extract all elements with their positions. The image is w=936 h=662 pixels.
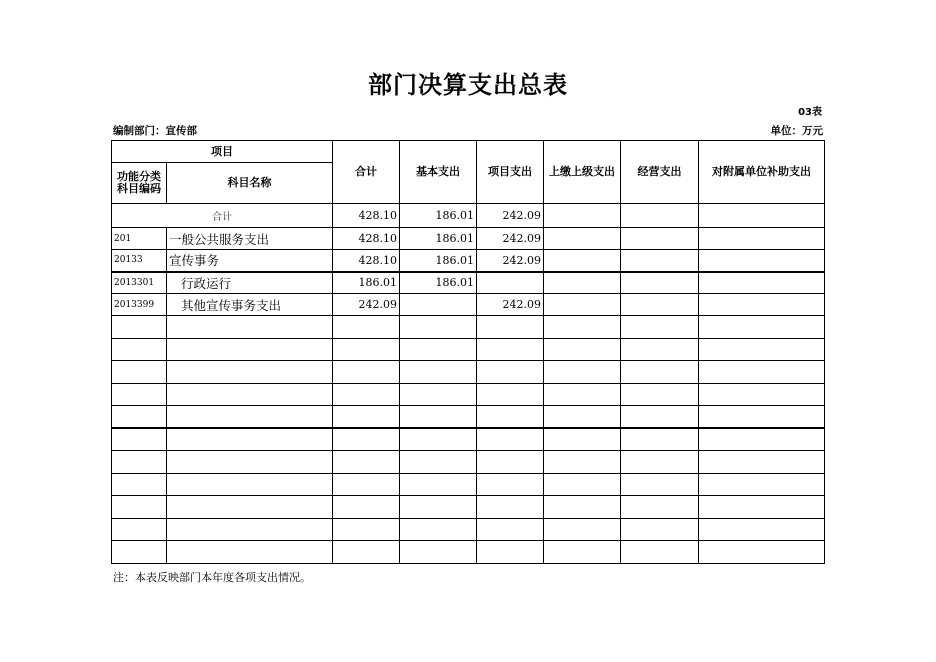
amount-project: 242.09 — [477, 294, 544, 316]
table-cell-empty — [544, 338, 621, 361]
table-row-empty — [112, 406, 825, 429]
table-header — [112, 141, 825, 204]
subject-name: 其他宣传事务支出 — [167, 294, 333, 316]
table-cell-empty — [400, 383, 477, 406]
table-cell-empty — [400, 406, 477, 429]
header-function-code — [112, 163, 167, 204]
table-cell-empty — [167, 451, 333, 474]
table-cell-empty — [400, 496, 477, 519]
table-row — [112, 272, 825, 294]
table-cell-empty — [477, 473, 544, 496]
table-row-empty — [112, 338, 825, 361]
header-function-code-line: 科目编码 — [117, 182, 161, 195]
amount-project: 242.09 — [477, 204, 544, 228]
header-row — [112, 141, 825, 163]
table-cell-empty — [112, 518, 167, 541]
table-row-empty — [112, 361, 825, 384]
table-cell-empty — [544, 428, 621, 451]
table-cell-empty — [699, 473, 825, 496]
table-cell-empty — [333, 541, 400, 564]
table-cell-empty — [621, 496, 699, 519]
table-cell-empty — [699, 541, 825, 564]
amount-remit-superior — [544, 250, 621, 272]
table-cell-empty — [400, 518, 477, 541]
amount-total: 428.10 — [333, 228, 400, 250]
table-row-empty — [112, 541, 825, 564]
table-cell-empty — [544, 473, 621, 496]
table-cell-empty — [477, 518, 544, 541]
amount-subsidy-affiliated — [699, 294, 825, 316]
amount-operating — [621, 250, 699, 272]
expenditure-summary-table — [111, 140, 825, 564]
table-cell-empty — [167, 361, 333, 384]
table-cell-empty — [477, 496, 544, 519]
header-subsidy-affiliated: 对附属单位补助支出 — [699, 141, 825, 204]
amount-operating — [621, 272, 699, 294]
table-cell-empty — [333, 451, 400, 474]
header-function-code-line: 功能分类 — [117, 170, 161, 183]
table-cell-empty — [477, 361, 544, 384]
function-code: 2013399 — [112, 294, 167, 316]
header-project: 项目 — [112, 141, 333, 163]
table-cell-empty — [167, 383, 333, 406]
table-cell-empty — [167, 428, 333, 451]
table-cell-empty — [621, 361, 699, 384]
header-basic-expenditure: 基本支出 — [400, 141, 477, 204]
table-cell-empty — [167, 518, 333, 541]
table-cell-empty — [112, 406, 167, 429]
table-cell-empty — [621, 451, 699, 474]
table-cell-empty — [544, 541, 621, 564]
footnote: 注：本表反映部门本年度各项支出情况。 — [113, 571, 311, 584]
amount-remit-superior — [544, 294, 621, 316]
table-cell-empty — [621, 338, 699, 361]
header-total: 合计 — [333, 141, 400, 204]
subject-name: 一般公共服务支出 — [167, 228, 333, 250]
form-number: 03表 — [798, 107, 822, 118]
table-cell-empty — [167, 316, 333, 339]
subject-name: 行政运行 — [167, 272, 333, 294]
amount-project: 242.09 — [477, 250, 544, 272]
amount-basic — [400, 294, 477, 316]
amount-basic: 186.01 — [400, 228, 477, 250]
table-cell-empty — [112, 541, 167, 564]
table-cell-empty — [167, 406, 333, 429]
amount-operating — [621, 228, 699, 250]
page-title: 部门决算支出总表 — [368, 71, 568, 99]
table-cell-empty — [112, 316, 167, 339]
table-cell-empty — [544, 316, 621, 339]
table-cell-empty — [333, 406, 400, 429]
table-cell-empty — [400, 541, 477, 564]
table-cell-empty — [699, 518, 825, 541]
header-project-expenditure: 项目支出 — [477, 141, 544, 204]
amount-subsidy-affiliated — [699, 204, 825, 228]
table-row-empty — [112, 428, 825, 451]
table-cell-empty — [621, 316, 699, 339]
table-cell-empty — [400, 361, 477, 384]
table-cell-empty — [112, 496, 167, 519]
amount-operating — [621, 204, 699, 228]
amount-remit-superior — [544, 228, 621, 250]
table-row-empty — [112, 518, 825, 541]
function-code: 20133 — [112, 250, 167, 272]
table-cell-empty — [400, 428, 477, 451]
table-cell-empty — [477, 451, 544, 474]
table-cell-empty — [167, 338, 333, 361]
table-cell-empty — [621, 541, 699, 564]
compiling-department: 编制部门：宣传部 — [113, 125, 197, 137]
table-cell-empty — [477, 428, 544, 451]
amount-remit-superior — [544, 204, 621, 228]
unit-label: 单位：万元 — [770, 125, 823, 137]
header-subject-name: 科目名称 — [167, 163, 333, 204]
table-cell-empty — [544, 406, 621, 429]
amount-project — [477, 272, 544, 294]
table-cell-empty — [621, 428, 699, 451]
table-row-empty — [112, 316, 825, 339]
table-cell-empty — [112, 361, 167, 384]
amount-basic: 186.01 — [400, 204, 477, 228]
table-cell-empty — [544, 518, 621, 541]
amount-subsidy-affiliated — [699, 272, 825, 294]
table-row — [112, 294, 825, 316]
header-remit-superior: 上缴上级支出 — [544, 141, 621, 204]
table-cell-empty — [477, 541, 544, 564]
table-cell-empty — [544, 496, 621, 519]
table-cell-empty — [544, 451, 621, 474]
table-cell-empty — [699, 383, 825, 406]
table-cell-empty — [333, 338, 400, 361]
amount-operating — [621, 294, 699, 316]
amount-total: 242.09 — [333, 294, 400, 316]
table-row-empty — [112, 496, 825, 519]
header-operating-expenditure: 经营支出 — [621, 141, 699, 204]
function-code: 201 — [112, 228, 167, 250]
table-row-empty — [112, 383, 825, 406]
amount-basic: 186.01 — [400, 250, 477, 272]
table-cell-empty — [544, 383, 621, 406]
amount-project: 242.09 — [477, 228, 544, 250]
amount-total: 428.10 — [333, 204, 400, 228]
table-cell-empty — [477, 316, 544, 339]
table-cell-empty — [112, 428, 167, 451]
amount-remit-superior — [544, 272, 621, 294]
table-cell-empty — [699, 316, 825, 339]
amount-basic: 186.01 — [400, 272, 477, 294]
table-cell-empty — [699, 451, 825, 474]
table-cell-empty — [167, 473, 333, 496]
subject-name: 宣传事务 — [167, 250, 333, 272]
amount-subsidy-affiliated — [699, 250, 825, 272]
table-cell-empty — [699, 406, 825, 429]
table-cell-empty — [333, 383, 400, 406]
table-cell-empty — [112, 473, 167, 496]
table-cell-empty — [333, 361, 400, 384]
table-cell-empty — [477, 383, 544, 406]
table-cell-empty — [699, 361, 825, 384]
table-cell-empty — [400, 316, 477, 339]
table-cell-empty — [112, 383, 167, 406]
table-cell-empty — [477, 406, 544, 429]
table-cell-empty — [167, 541, 333, 564]
table-cell-empty — [699, 496, 825, 519]
table-cell-empty — [621, 383, 699, 406]
table-cell-empty — [621, 518, 699, 541]
amount-total: 428.10 — [333, 250, 400, 272]
table-cell-empty — [477, 338, 544, 361]
table-row-total — [112, 204, 825, 228]
table-cell-empty — [333, 518, 400, 541]
table-cell-empty — [112, 338, 167, 361]
table-body — [112, 204, 825, 564]
table-cell-empty — [699, 428, 825, 451]
table-cell-empty — [621, 473, 699, 496]
table-cell-empty — [333, 316, 400, 339]
table-row-empty — [112, 473, 825, 496]
table-cell-empty — [333, 428, 400, 451]
table-cell-empty — [699, 338, 825, 361]
table-cell-empty — [544, 361, 621, 384]
function-code: 2013301 — [112, 272, 167, 294]
amount-total: 186.01 — [333, 272, 400, 294]
table-cell-empty — [333, 496, 400, 519]
table-row — [112, 228, 825, 250]
table-cell-empty — [167, 496, 333, 519]
total-label: 合计 — [112, 204, 333, 228]
table-cell-empty — [112, 451, 167, 474]
table-cell-empty — [400, 338, 477, 361]
amount-subsidy-affiliated — [699, 228, 825, 250]
table-cell-empty — [621, 406, 699, 429]
table-cell-empty — [400, 473, 477, 496]
table-row — [112, 250, 825, 272]
table-row-empty — [112, 451, 825, 474]
table-cell-empty — [333, 473, 400, 496]
table-cell-empty — [400, 451, 477, 474]
